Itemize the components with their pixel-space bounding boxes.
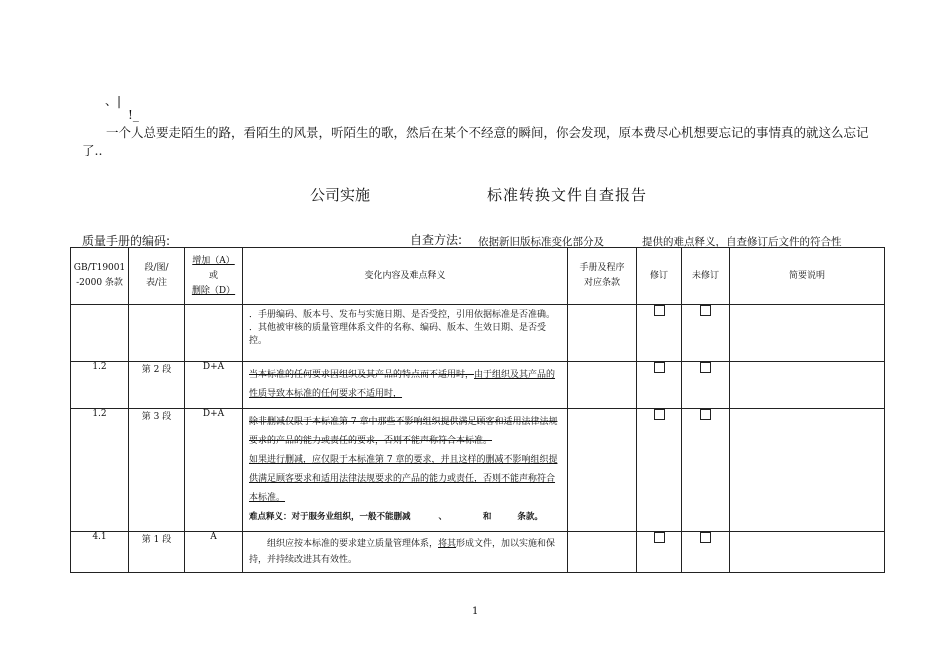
note-label: 难点释义：对于服务业组织，一般不能删减: [249, 512, 411, 522]
not-revised-checkbox[interactable]: [700, 409, 711, 420]
table-header-row: [71, 248, 885, 305]
header-clause-b: -2000 条款: [76, 278, 123, 288]
header-change-type: [185, 248, 243, 305]
content-line: ．其他被审核的质量管理体系文件的名称、编码、版本、生效日期、是否受控。: [249, 323, 547, 346]
para-cell: 第 2 段: [129, 362, 185, 409]
header-paragraph: [129, 248, 185, 305]
method-description-a: 依据新旧版标准变化部分及: [478, 236, 604, 248]
method-label: 自查方法:: [410, 233, 463, 247]
header-not-revised: 未修订: [682, 248, 730, 305]
remark-cell[interactable]: [730, 305, 885, 362]
content-cell: [243, 532, 568, 573]
change-cell: D+A: [185, 362, 243, 409]
manual-clause-cell[interactable]: [568, 409, 637, 532]
header-para-b: 表/注: [145, 278, 168, 288]
not-revised-cell[interactable]: [682, 305, 730, 362]
intro-paragraph: 一个人总要走陌生的路，看陌生的风景，听陌生的歌，然后在某个不经意的瞬间，你会发现，原本费尽心机想要忘记的事情真的就这么忘记了..: [82, 125, 869, 158]
title-report: 标准转换文件自查报告: [487, 186, 648, 204]
remark-cell[interactable]: [730, 362, 885, 409]
not-revised-checkbox[interactable]: [700, 362, 711, 373]
header-content: 变化内容及难点释义: [243, 248, 568, 305]
deleted-text: 除非删减仅限于本标准第 7 章中那些不影响组织提供满足顾客和适用法律法规要求的产品的能力或责任的要求，否则不能声称符合本标准。: [249, 417, 558, 446]
header-revised: 修订: [637, 248, 682, 305]
manual-code-label: 质量手册的编码:: [82, 234, 171, 248]
clause-cell: 1.2: [71, 409, 129, 532]
change-cell: D+A: [185, 409, 243, 532]
note-tail: 条款。: [517, 512, 543, 522]
change-cell: A: [185, 532, 243, 573]
note-and: 和: [482, 512, 492, 522]
table-row: [71, 362, 885, 409]
difficulty-note: [249, 508, 561, 527]
table-row: [71, 305, 885, 362]
content-text-pre: 组织应按本标准的要求建立质量管理体系，: [267, 539, 439, 549]
content-cell: [243, 362, 568, 409]
stray-marks-top: 、|: [105, 94, 122, 108]
header-manual-clause: [568, 248, 637, 305]
header-change-a: 增加（A）: [192, 255, 235, 266]
header-clause: [71, 248, 129, 305]
not-revised-cell[interactable]: [682, 409, 730, 532]
remark-cell[interactable]: [730, 409, 885, 532]
content-text-post: 形成文件，加以实施和保持，并持续改进其有效性。: [249, 539, 556, 565]
manual-clause-cell[interactable]: [568, 362, 637, 409]
content-line: ．手册编码、版本号、发布与实施日期、是否受控，引用依据标准是否准确。: [249, 310, 556, 320]
self-check-table: [70, 247, 885, 573]
revised-cell[interactable]: [637, 409, 682, 532]
para-cell: 第 1 段: [129, 532, 185, 573]
revised-cell[interactable]: [637, 362, 682, 409]
header-clause-a: GB/T19001: [73, 263, 126, 273]
header-manual-b: 对应条款: [583, 278, 620, 288]
not-revised-cell[interactable]: [682, 362, 730, 409]
remark-cell[interactable]: [730, 532, 885, 573]
page-number: 1: [472, 606, 479, 617]
para-cell: [129, 305, 185, 362]
header-para-a: 段/图/: [144, 263, 169, 273]
deleted-text: 当本标准的任何要求因组织及其产品的特点而不适用时，: [249, 370, 475, 380]
clause-cell: 1.2: [71, 362, 129, 409]
content-cell: [243, 305, 568, 362]
revised-cell[interactable]: [637, 532, 682, 573]
header-manual-a: 手册及程序: [579, 263, 625, 273]
added-text: 如果进行删减，应仅限于本标准第 7 章的要求，并且这样的删减不影响组织提供满足顾客要求和适用法律法规要求的产品的能力或责任，否则不能声称符合本标准。: [249, 455, 558, 503]
note-separator: 、: [438, 512, 447, 522]
title-company: 公司实施: [310, 186, 371, 204]
change-cell: [185, 305, 243, 362]
stray-marks-second: !_: [128, 108, 139, 122]
manual-clause-cell[interactable]: [568, 305, 637, 362]
content-cell: [243, 409, 568, 532]
method-description-b: 提供的难点释义，自查修订后文件的符合性: [642, 236, 842, 248]
revised-checkbox[interactable]: [654, 305, 665, 316]
clause-cell: 4.1: [71, 532, 129, 573]
revised-checkbox[interactable]: [654, 362, 665, 373]
added-text: 由于组织及其产品的性质导致本标准的任何要求不适用时，: [249, 370, 556, 399]
header-change-b: 或: [208, 270, 218, 281]
revised-checkbox[interactable]: [654, 409, 665, 420]
clause-cell: [71, 305, 129, 362]
not-revised-checkbox[interactable]: [700, 305, 711, 316]
not-revised-checkbox[interactable]: [700, 532, 711, 543]
para-cell: 第 3 段: [129, 409, 185, 532]
header-change-c: 删除（D）: [191, 285, 236, 296]
revised-checkbox[interactable]: [654, 532, 665, 543]
table-row: [71, 532, 885, 573]
header-remark: 简要说明: [730, 248, 885, 305]
not-revised-cell[interactable]: [682, 532, 730, 573]
table-row: [71, 409, 885, 532]
manual-clause-cell[interactable]: [568, 532, 637, 573]
content-text-underlined: 将其: [438, 539, 457, 549]
revised-cell[interactable]: [637, 305, 682, 362]
